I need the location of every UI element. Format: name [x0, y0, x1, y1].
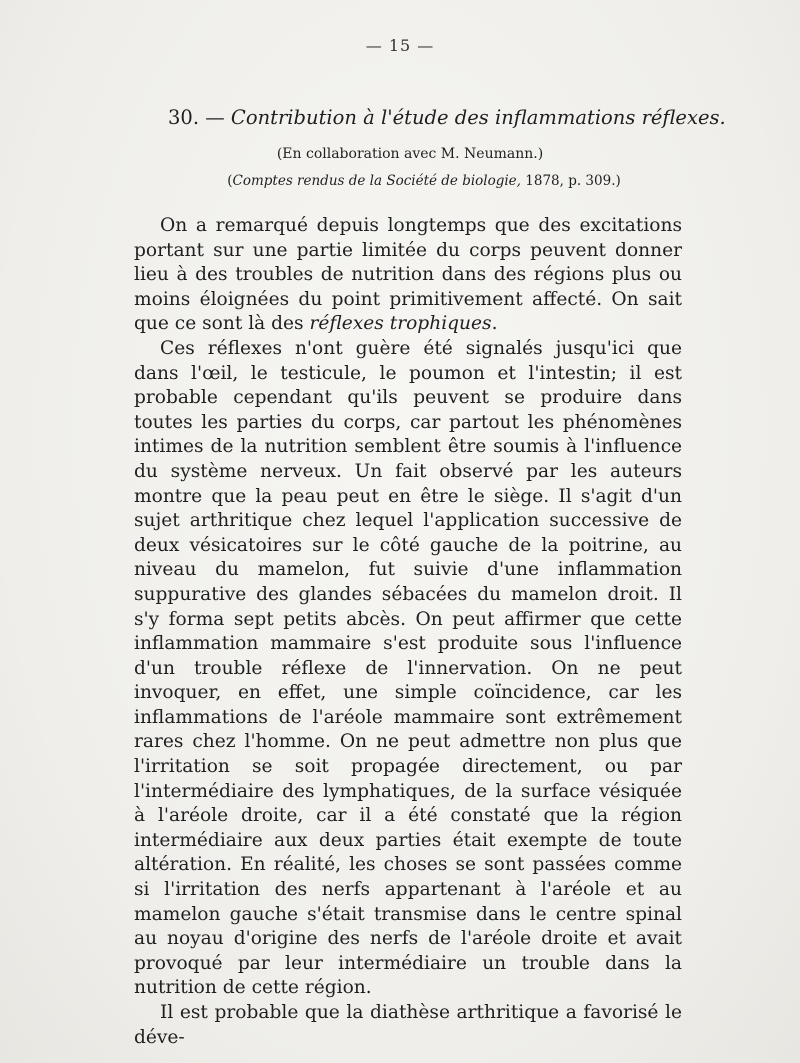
paragraph-1-end: . — [491, 313, 498, 335]
paragraph-1-italic: réflexes trophiques — [309, 313, 492, 335]
paragraph-1-text: On a remarqué depuis longtemps que des excitations portant sur une partie limitée du corps peuvent donner lieu à des troubles de nutrition dans des régions plus ou moins éloignées du point primitivement affecté. On sait que ce sont là des — [134, 215, 682, 335]
page-number: — 15 — — [365, 36, 435, 55]
paragraph-1 — [134, 214, 682, 337]
reference-source: Comptes rendus de la Société de biologie, — [232, 173, 521, 189]
article-title: Contribution à l'étude des inflammations réflexes. — [230, 106, 726, 129]
reference-prefix: ( — [227, 173, 233, 189]
bibliographic-reference — [0, 173, 800, 189]
article-heading — [168, 106, 728, 129]
article-body — [134, 214, 682, 1050]
article-number: 30. — — [168, 106, 225, 129]
collaboration-note: (En collaboration avec M. Neumann.) — [276, 146, 544, 162]
reference-details: 1878, p. 309.) — [520, 173, 621, 189]
paragraph-2: Ces réflexes n'ont guère été signalés jusqu'ici que dans l'œil, le testicule, le poumon et l'intestin; il est probable cependant qu'ils peuvent se produire dans toutes les parties du corps, car partout les phénomènes intimes de la nutrition semblent être soumis à l'influence du système nerveux. Un fait observé par les auteurs montre que la peau peut en être le siège. Il s'agit d'un sujet arthritique chez lequel l'application successive de deux vésicatoires sur le côté gauche de la poitrine, au niveau du mamelon, fut suivie d'une inflammation suppurative des glandes sébacées du mamelon droit. Il s'y forma sept petits abcès. On peut affirmer que cette inflammation mammaire s'est produite sous l'influence d'un trouble réflexe de l'innervation. On ne peut invoquer, en effet, une simple coïncidence, car les inflammations de l'aréole mammaire sont extrêmement rares chez l'homme. On ne peut admettre non plus que l'irritation se soit propagée directement, ou par l'intermédiaire des lymphatiques, de la surface vésiquée à l'aréole droite, car il a été constaté que la région intermédiaire aux deux parties était exempte de toute altération. En réalité, les choses se sont passées comme si l'irritation des nerfs appartenant à l'aréole et au mamelon gauche s'était transmise dans le centre spinal au noyau d'origine des nerfs de l'aréole droite et avait provoqué par leur intermédiaire un trouble dans la nutrition de cette région. — [134, 337, 682, 999]
paragraph-3: Il est probable que la diathèse arthritique a favorisé le déve- — [134, 1002, 682, 1048]
